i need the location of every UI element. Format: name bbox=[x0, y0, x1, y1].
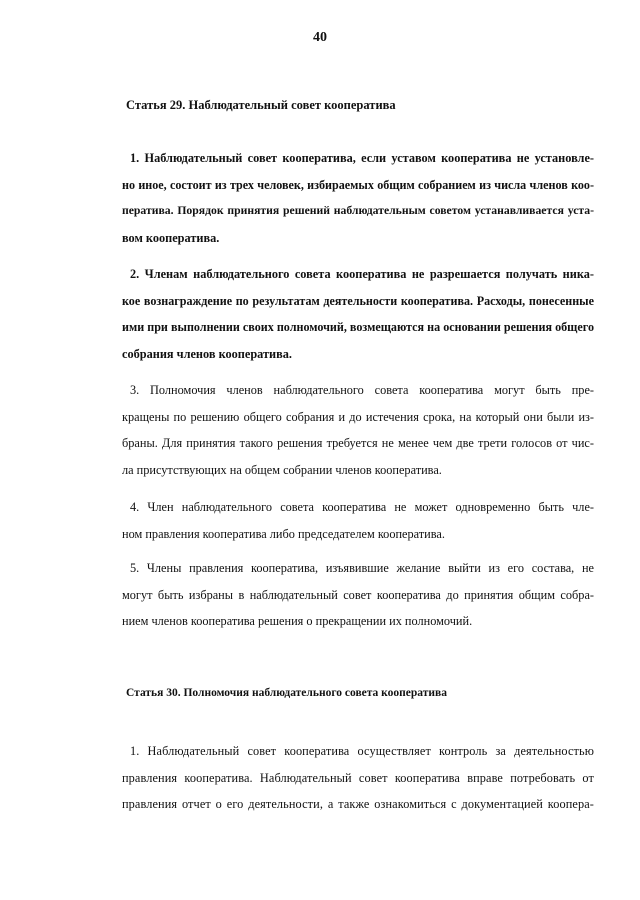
page-number: 40 bbox=[313, 30, 327, 45]
paragraph-line: ператива. Порядок принятия решений наблюдательным советом устанавливается уста- bbox=[122, 204, 594, 217]
article-29-paragraph-5 bbox=[114, 555, 594, 635]
paragraph-line: кращены по решению общего собрания и до истечения срока, на который они были из- bbox=[122, 409, 594, 424]
paragraph-line: правления кооператива. Наблюдательный совет кооператива вправе потребовать от bbox=[122, 770, 594, 785]
paragraph-line: правления отчет о его деятельности, а также ознакомиться с документацией коопера- bbox=[122, 797, 594, 811]
paragraph-line: браны. Для принятия такого решения требуется не менее чем две трети голосов от чис- bbox=[122, 436, 594, 450]
article-30-paragraph-1 bbox=[114, 738, 594, 818]
paragraph-line: 1. Наблюдательный совет кооператива, если уставом кооператива не установле- bbox=[130, 151, 594, 165]
article-30-title: Статья 30. Полномочия наблюдательного совета кооператива bbox=[126, 687, 447, 699]
article-29-paragraph-1 bbox=[114, 145, 594, 251]
paragraph-line: могут быть избраны в наблюдательный совет кооператива до принятия общим собра- bbox=[122, 587, 594, 602]
paragraph-line: 3. Полномочия членов наблюдательного совета кооператива могут быть пре- bbox=[130, 383, 594, 397]
paragraph-line: но иное, состоит из трех человек, избираемых общим собранием из числа членов коо- bbox=[122, 177, 594, 192]
paragraph-line: 2. Членам наблюдательного совета кооператива не разрешается получать ника- bbox=[130, 267, 594, 281]
article-29-paragraph-3 bbox=[114, 377, 594, 483]
paragraph-line: ном правления кооператива либо председателем кооператива. bbox=[122, 526, 445, 541]
paragraph-line: ими при выполнении своих полномочий, возмещаются на основании решения общего bbox=[122, 320, 594, 334]
article-29-paragraph-4 bbox=[114, 494, 594, 547]
paragraph-line: ла присутствующих на общем собрании членов кооператива. bbox=[122, 462, 442, 477]
paragraph-line: вом кооператива. bbox=[122, 230, 220, 245]
paragraph-line: 5. Члены правления кооператива, изъявившие желание выйти из его состава, не bbox=[130, 561, 594, 575]
paragraph-line: 1. Наблюдательный совет кооператива осуществляет контроль за деятельностью bbox=[130, 744, 594, 758]
article-29-paragraph-2 bbox=[114, 261, 594, 367]
article-29-title: Статья 29. Наблюдательный совет кооператива bbox=[126, 98, 396, 112]
paragraph-line: 4. Член наблюдательного совета кооператива не может одновременно быть чле- bbox=[130, 500, 594, 514]
paragraph-line: собрания членов кооператива. bbox=[122, 346, 292, 361]
paragraph-line: нием членов кооператива решения о прекращении их полномочий. bbox=[122, 614, 473, 628]
paragraph-line: кое вознаграждение по результатам деятельности кооператива. Расходы, понесенные bbox=[122, 293, 594, 308]
